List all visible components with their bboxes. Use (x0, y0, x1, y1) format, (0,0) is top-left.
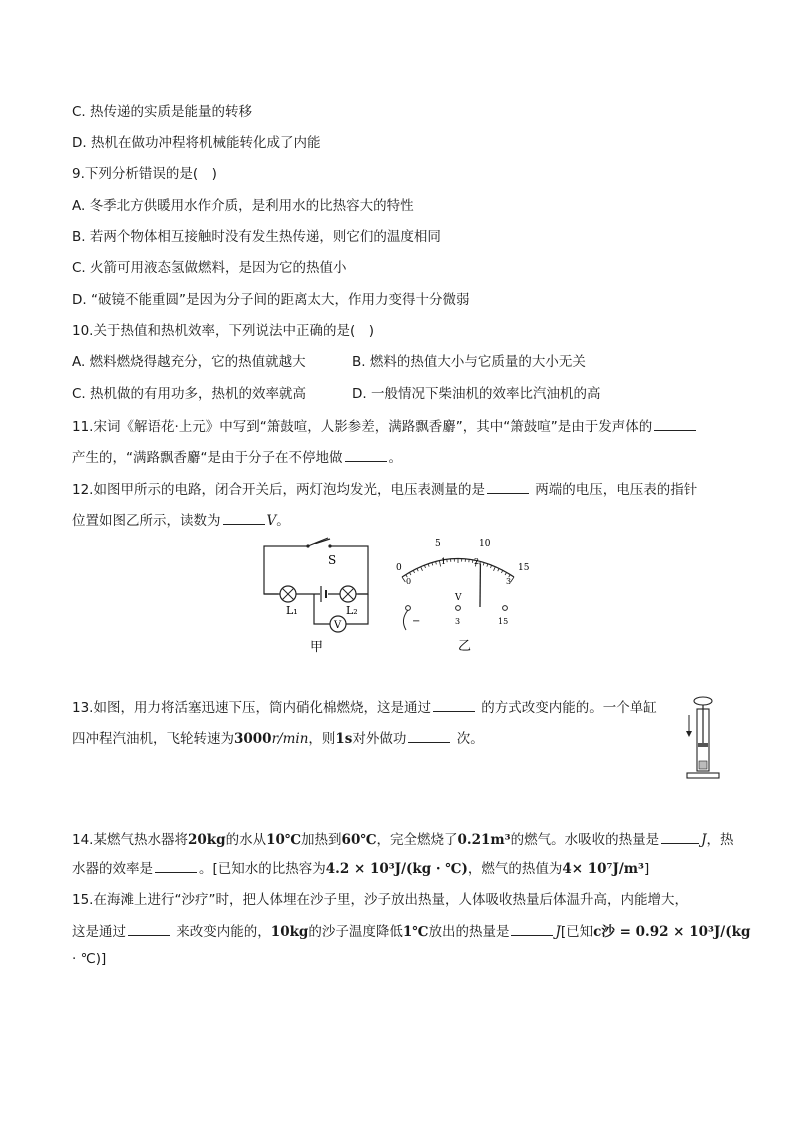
q10-option-a: A. 燃料燃烧得越充分，它的热值就越大 (72, 354, 306, 370)
answer-blank[interactable] (487, 479, 529, 494)
dial-tick (421, 567, 423, 571)
dial-tick (483, 563, 484, 566)
specific-heat-water: 4.2 × 10³J/(kg · ℃) (325, 861, 468, 877)
q14-text: ，热 (706, 832, 734, 848)
dial-tick (402, 577, 405, 582)
q13-text: 次。 (452, 731, 484, 747)
answer-blank[interactable] (433, 697, 475, 712)
q14-text: ] (643, 861, 650, 877)
unit-volt: V (266, 513, 277, 529)
lamp-1 (280, 586, 296, 602)
gas-volume: 0.21m³ (457, 832, 511, 848)
inner-tick-2: 2 (474, 557, 480, 566)
dial-tick (494, 567, 496, 571)
question-14-line-2 (72, 858, 649, 878)
terminal-3 (456, 606, 461, 611)
dial-tick (490, 565, 491, 568)
lamp-2 (340, 586, 356, 602)
outer-tick-5: 5 (435, 539, 441, 549)
terminal-negative-label: − (412, 616, 421, 627)
mass-value: 20kg (187, 832, 226, 848)
question-12-line-1 (72, 479, 697, 499)
question-10: 10.关于热值和热机效率，下列说法中正确的是( ) (72, 323, 375, 339)
q15-text: 这是通过 (72, 924, 126, 940)
dial-tick (417, 568, 418, 571)
figure-caption-yi: 乙 (458, 639, 472, 654)
answer-blank[interactable] (661, 829, 699, 844)
temp-end: 60℃ (341, 832, 377, 848)
q13-text: 13.如图，用力将活塞迅速下压，筒内硝化棉燃烧，这是通过 (72, 700, 431, 716)
q13-text: 对外做功 (352, 731, 407, 747)
question-15-line-3: · ℃)] (72, 951, 107, 967)
option-d-line: D. 热机在做功冲程将机械能转化成了内能 (72, 135, 321, 151)
rpm-unit: r/min (271, 731, 309, 747)
voltmeter-dial (388, 534, 538, 656)
q9-option-d: D. “破镜不能重圆”是因为分子间的距离太大，作用力变得十分微弱 (72, 292, 470, 308)
q14-text: 的燃气。水吸收的热量是 (510, 832, 660, 848)
option-c-line: C. 热传递的实质是能量的转移 (72, 104, 253, 120)
q15-text: [已知 (560, 924, 594, 940)
voltmeter-letter: V (334, 620, 342, 631)
question-14-line-1 (72, 829, 734, 849)
specific-heat-sand: c沙 = 0.92 × 10³J/(kg (593, 924, 751, 940)
q15-text: 来改变内能的， (172, 924, 271, 940)
answer-blank[interactable] (511, 921, 553, 936)
q10-row-2 (72, 385, 306, 403)
terminal-3-label: 3 (455, 617, 461, 626)
dial-tick (472, 560, 473, 563)
question-12-line-2 (72, 510, 290, 530)
q9-option-b: B. 若两个物体相互接触时没有发生热传递，则它们的温度相同 (72, 229, 441, 245)
answer-blank[interactable] (223, 510, 265, 525)
unit-joule: J (701, 832, 707, 848)
temp-drop: 1℃ (402, 924, 429, 940)
dial-ticks (402, 559, 514, 583)
answer-blank[interactable] (654, 416, 696, 431)
q14-text: 加热到 (301, 832, 342, 848)
terminal-negative (406, 606, 411, 611)
dial-tick (505, 572, 506, 575)
battery (320, 586, 328, 602)
terminal-15 (503, 606, 508, 611)
temp-start: 10℃ (266, 832, 302, 848)
dial-unit: V (455, 593, 462, 603)
q12-text: 12.如图甲所示的电路，闭合开关后，两灯泡均发光，电压表测量的是 (72, 482, 485, 498)
circuit-diagram (258, 536, 376, 656)
q10-option-d: D. 一般情况下柴油机的效率比汽油机的高 (352, 386, 601, 402)
q9-option-c: C. 火箭可用液态氢做燃料，是因为它的热值小 (72, 260, 347, 276)
outer-tick-0: 0 (396, 563, 402, 573)
inner-tick-0: 0 (406, 577, 412, 586)
q12-text: 位置如图乙所示，读数为 (72, 513, 221, 529)
question-15-line-1: 15.在海滩上进行“沙疗”时，把人体埋在沙子里，沙子放出热量，人体吸收热量后体温升高，内能增大， (72, 892, 688, 908)
q12-text: 两端的电压，电压表的指针 (530, 482, 698, 498)
question-11-line-1 (72, 416, 698, 436)
time-value: 1s (335, 731, 353, 747)
inner-tick-3: 3 (506, 577, 512, 586)
q11-text: 。 (388, 450, 402, 466)
q15-text: 放出的热量是 (428, 924, 510, 940)
q15-text: 的沙子温度降低 (308, 924, 403, 940)
q12-text: 。 (276, 513, 290, 529)
q13-text: ，则 (308, 731, 336, 747)
question-11-line-2 (72, 447, 402, 467)
q14-text: 14.某燃气热水器将 (72, 832, 188, 848)
q14-text: 。[已知水的比热容为 (199, 861, 326, 877)
q14-text: ，完全燃烧了 (376, 832, 458, 848)
question-9: 9.下列分析错误的是( ) (72, 166, 217, 182)
q13-text: 四冲程汽油机，飞轮转速为 (72, 731, 234, 747)
switch-label: S (328, 553, 337, 567)
q10-row-1 (72, 353, 306, 371)
answer-blank[interactable] (128, 921, 170, 936)
dial-tick (424, 565, 425, 568)
dial-tick (413, 570, 414, 573)
dial-tick (511, 577, 514, 582)
inner-tick-1: 1 (441, 557, 447, 566)
q10-option-c: C. 热机做的有用功多，热机的效率就高 (72, 386, 307, 402)
question-15-line-2 (72, 921, 750, 941)
terminal-15-label: 15 (498, 617, 509, 626)
q11-text: 产生的，“满路飘香麝“是由于分子在不停地做 (72, 450, 343, 466)
q10-option-b: B. 燃料的热值大小与它质量的大小无关 (352, 354, 586, 370)
dial-tick (428, 564, 429, 567)
lamp-2-label: L₂ (346, 604, 358, 617)
answer-blank[interactable] (155, 858, 197, 873)
answer-blank[interactable] (345, 447, 387, 462)
q14-text: 水器的效率是 (72, 861, 153, 877)
sand-mass: 10kg (270, 924, 309, 940)
dial-tick (498, 568, 499, 571)
dial-tick (501, 570, 502, 573)
q14-text: 的水从 (225, 832, 267, 848)
question-13-line-2 (72, 728, 484, 748)
q14-text: ，燃气的热值为 (467, 861, 563, 877)
dial-tick (432, 563, 433, 566)
dial-tick (487, 564, 488, 567)
lamp-1-label: L₁ (286, 604, 298, 617)
gas-heat-value: 4× 10⁷J/m³ (562, 861, 644, 877)
q9-option-a: A. 冬季北方供暖用水作介质，是利用水的比热容大的特性 (72, 198, 414, 214)
outer-tick-10: 10 (479, 539, 491, 549)
question-13-line-1 (72, 697, 657, 717)
rpm-value: 3000 (234, 731, 272, 747)
outer-tick-15: 15 (518, 563, 530, 573)
figure-caption-jia: 甲 (310, 640, 324, 655)
answer-blank[interactable] (408, 728, 450, 743)
q11-text: 11.宋词《解语花·上元》中写到“箫鼓喧，人影参差，满路飘香麝”，其中“箫鼓喧”是由于发声体的 (72, 419, 653, 435)
terminal-wire (403, 610, 408, 630)
piston-cylinder-figure (683, 695, 723, 787)
unit-joule: J (555, 924, 561, 940)
dial-tick (409, 572, 410, 575)
q13-text: 的方式改变内能的。一个单缸 (476, 700, 657, 716)
